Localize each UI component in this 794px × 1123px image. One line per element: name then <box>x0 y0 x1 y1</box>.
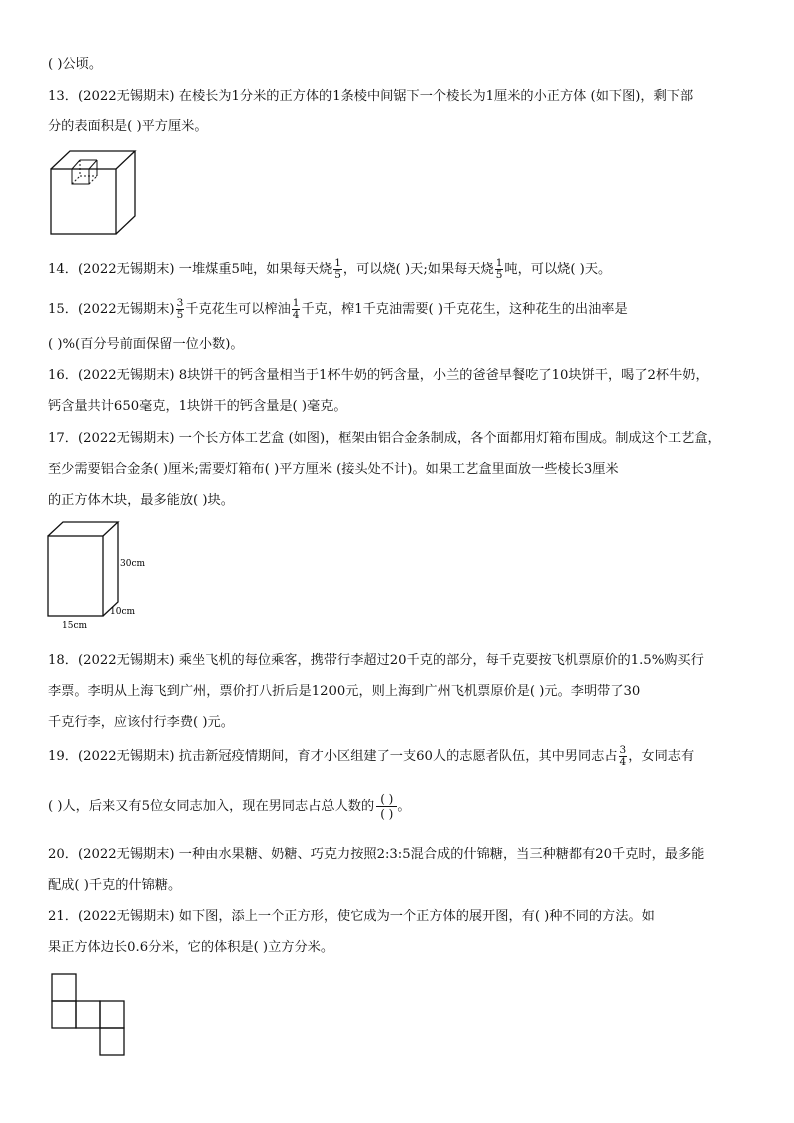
dim-depth-label: 10cm <box>110 607 136 617</box>
q15-frac2-den: 4 <box>292 309 300 321</box>
q13-line1: 13．(2022无锡期末) 在棱长为1分米的正方体的1条棱中间锯下一个棱长为1厘米的小正方体 (如下图)，剩下部 <box>48 89 694 104</box>
q20-line1: 20．(2022无锡期末) 一种由水果糖、奶糖、巧克力按照2:3:5混合成的什锦糖，当三种糖都有20千克时，最多能 <box>48 847 705 862</box>
q15-post: 千克，榨1千克油需要( )千克花生，这种花生的出油率是 <box>301 302 628 317</box>
q19-fraction <box>619 745 628 768</box>
q19-post: ，女同志有 <box>628 749 695 764</box>
q14-mid: ，可以烧( )天;如果每天烧 <box>342 262 494 277</box>
q14-fraction-1 <box>333 258 342 281</box>
q14-fraction-2 <box>495 258 504 281</box>
q19-frac-num: 3 <box>619 744 627 756</box>
q12-tail: ( )公顷。 <box>48 57 103 72</box>
cuboid-box-figure <box>46 520 156 632</box>
dim-width-label: 15cm <box>62 621 88 631</box>
q15-fraction-1 <box>176 298 185 321</box>
q19-blank-fraction <box>376 792 397 821</box>
q15-pre: 15．(2022无锡期末) <box>48 302 175 317</box>
q14-pre: 14．(2022无锡期末) 一堆煤重5吨，如果每天烧 <box>48 262 333 277</box>
q14-frac2-den: 5 <box>495 269 503 281</box>
q17-line1: 17．(2022无锡期末) 一个长方体工艺盒 (如图)，框架由铝合金条制成，各个面都用灯箱布围成。制成这个工艺盒， <box>48 431 721 446</box>
q15-frac1-den: 5 <box>176 309 184 321</box>
q19-line2 <box>48 792 411 821</box>
q18-line2: 李票。李明从上海飞到广州，票价打八折后是1200元，则上海到广州飞机票原价是( )元。李明带了30 <box>48 684 641 699</box>
q15-fraction-2 <box>292 298 301 321</box>
q21-line1: 21．(2022无锡期末) 如下图，添上一个正方形，使它成为一个正方体的展开图，有( )种不同的方法。如 <box>48 909 655 924</box>
q19-l2-post: 。 <box>397 799 411 814</box>
q14-frac2-num: 1 <box>495 257 503 269</box>
q19-blank-den: ( ) <box>380 807 394 821</box>
q17-line3: 的正方体木块，最多能放( )块。 <box>48 493 234 508</box>
q21-line2: 果正方体边长0.6分米，它的体积是( )立方分米。 <box>48 940 335 955</box>
cube-with-notch-figure <box>50 150 140 240</box>
q14-line <box>48 258 611 281</box>
q18-line1: 18．(2022无锡期末) 乘坐飞机的每位乘客，携带行李超过20千克的部分，每千克要按飞机票原价的1.5%购买行 <box>48 653 704 668</box>
q15-mid: 千克花生可以榨油 <box>185 302 291 317</box>
q18-line3: 千克行李，应该付行李费( )元。 <box>48 715 234 730</box>
cube-net-figure <box>50 972 130 1058</box>
q15-line2: ( )%(百分号前面保留一位小数)。 <box>48 337 244 352</box>
q14-frac1-den: 5 <box>334 269 341 281</box>
q14-post: 吨，可以烧( )天。 <box>504 262 612 277</box>
q16-line2: 钙含量共计650毫克，1块饼干的钙含量是( )毫克。 <box>48 399 347 414</box>
q15-line1 <box>48 298 628 321</box>
q13-line2: 分的表面积是( )平方厘米。 <box>48 119 208 134</box>
q19-pre: 19．(2022无锡期末) 抗击新冠疫情期间，育才小区组建了一支60人的志愿者队伍，其中男同志占 <box>48 749 618 764</box>
dim-height-label: 30cm <box>120 559 146 569</box>
q15-frac2-num: 1 <box>292 297 300 309</box>
q19-l2-pre: ( )人，后来又有5位女同志加入，现在男同志占总人数的 <box>48 799 375 814</box>
q19-blank-num: ( ) <box>376 792 397 807</box>
q20-line2: 配成( )千克的什锦糖。 <box>48 878 182 893</box>
q14-frac1-num: 1 <box>334 257 341 269</box>
q16-line1: 16．(2022无锡期末) 8块饼干的钙含量相当于1杯牛奶的钙含量，小兰的爸爸早餐吃了10块饼干，喝了2杯牛奶， <box>48 368 709 383</box>
q17-line2: 至少需要铝合金条( )厘米;需要灯箱布( )平方厘米 (接头处不计)。如果工艺盒里面放一些棱长3厘米 <box>48 462 619 477</box>
q15-frac1-num: 3 <box>176 297 184 309</box>
q19-line1 <box>48 745 694 768</box>
q19-frac-den: 4 <box>619 756 627 768</box>
